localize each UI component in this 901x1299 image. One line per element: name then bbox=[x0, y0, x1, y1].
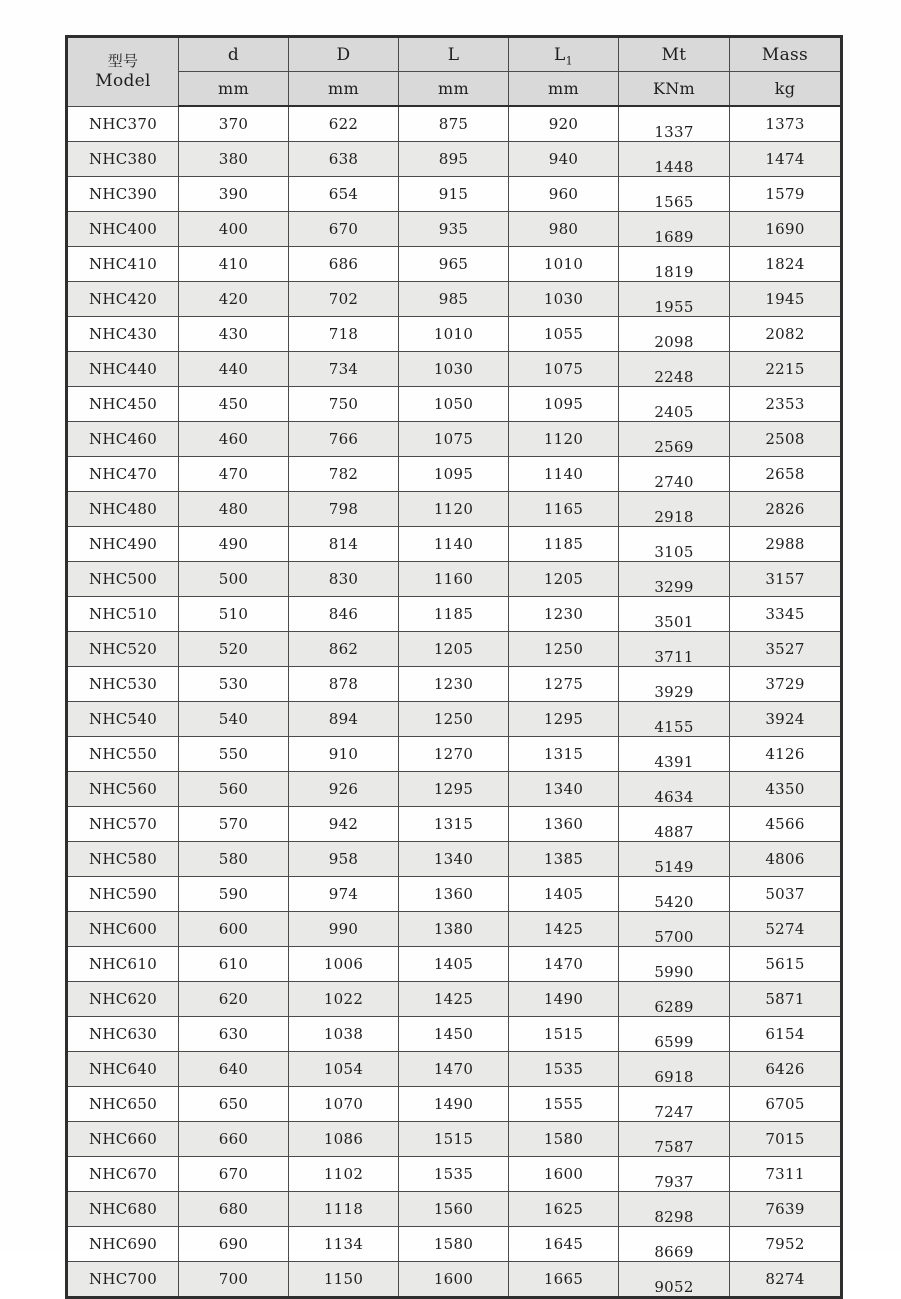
cell-Mt: 1565 bbox=[619, 177, 730, 212]
cell-D: 750 bbox=[289, 387, 399, 422]
cell-D: 894 bbox=[289, 702, 399, 737]
cell-Mass: 4566 bbox=[730, 807, 842, 842]
cell-L: 1515 bbox=[399, 1122, 509, 1157]
cell-D: 622 bbox=[289, 106, 399, 142]
cell-L1: 1030 bbox=[509, 282, 619, 317]
table-row bbox=[67, 702, 842, 737]
cell-L1: 1515 bbox=[509, 1017, 619, 1052]
cell-model: NHC620 bbox=[67, 982, 179, 1017]
cell-Mt: 3105 bbox=[619, 527, 730, 562]
cell-L1: 920 bbox=[509, 106, 619, 142]
cell-L1: 1580 bbox=[509, 1122, 619, 1157]
cell-Mt: 6289 bbox=[619, 982, 730, 1017]
header-col-L1 bbox=[509, 37, 619, 72]
cell-L: 1270 bbox=[399, 737, 509, 772]
cell-L1: 1425 bbox=[509, 912, 619, 947]
cell-D: 830 bbox=[289, 562, 399, 597]
cell-L: 1250 bbox=[399, 702, 509, 737]
cell-d: 700 bbox=[179, 1262, 289, 1298]
table-row bbox=[67, 106, 842, 142]
cell-Mass: 2988 bbox=[730, 527, 842, 562]
cell-D: 942 bbox=[289, 807, 399, 842]
table-row bbox=[67, 877, 842, 912]
table-row bbox=[67, 352, 842, 387]
cell-L1: 1075 bbox=[509, 352, 619, 387]
cell-model: NHC480 bbox=[67, 492, 179, 527]
cell-L: 935 bbox=[399, 212, 509, 247]
cell-L: 985 bbox=[399, 282, 509, 317]
cell-Mass: 2658 bbox=[730, 457, 842, 492]
cell-model: NHC550 bbox=[67, 737, 179, 772]
cell-L1: 1140 bbox=[509, 457, 619, 492]
table-row bbox=[67, 282, 842, 317]
cell-Mt: 3929 bbox=[619, 667, 730, 702]
cell-D: 654 bbox=[289, 177, 399, 212]
cell-D: 1086 bbox=[289, 1122, 399, 1157]
table-row bbox=[67, 1087, 842, 1122]
cell-Mt: 3299 bbox=[619, 562, 730, 597]
header-col-L-label: L bbox=[447, 44, 460, 65]
cell-d: 680 bbox=[179, 1192, 289, 1227]
cell-L: 1425 bbox=[399, 982, 509, 1017]
cell-model: NHC630 bbox=[67, 1017, 179, 1052]
cell-d: 420 bbox=[179, 282, 289, 317]
cell-model: NHC540 bbox=[67, 702, 179, 737]
cell-L1: 1405 bbox=[509, 877, 619, 912]
cell-L: 1050 bbox=[399, 387, 509, 422]
header-unit-d: mm bbox=[179, 72, 289, 107]
table-row bbox=[67, 597, 842, 632]
cell-L1: 1490 bbox=[509, 982, 619, 1017]
cell-D: 638 bbox=[289, 142, 399, 177]
cell-L1: 980 bbox=[509, 212, 619, 247]
table-row bbox=[67, 142, 842, 177]
cell-L1: 1095 bbox=[509, 387, 619, 422]
table-row bbox=[67, 667, 842, 702]
cell-Mass: 5274 bbox=[730, 912, 842, 947]
table-row bbox=[67, 737, 842, 772]
cell-L1: 1535 bbox=[509, 1052, 619, 1087]
cell-model: NHC490 bbox=[67, 527, 179, 562]
cell-model: NHC460 bbox=[67, 422, 179, 457]
cell-Mt: 3711 bbox=[619, 632, 730, 667]
table-row bbox=[67, 247, 842, 282]
cell-D: 974 bbox=[289, 877, 399, 912]
cell-D: 926 bbox=[289, 772, 399, 807]
cell-d: 670 bbox=[179, 1157, 289, 1192]
cell-L: 1450 bbox=[399, 1017, 509, 1052]
cell-D: 798 bbox=[289, 492, 399, 527]
table-row bbox=[67, 807, 842, 842]
cell-D: 1006 bbox=[289, 947, 399, 982]
table-body bbox=[67, 106, 842, 1298]
cell-d: 380 bbox=[179, 142, 289, 177]
table-row bbox=[67, 1017, 842, 1052]
header-col-L bbox=[399, 37, 509, 72]
cell-Mt: 4634 bbox=[619, 772, 730, 807]
cell-d: 400 bbox=[179, 212, 289, 247]
cell-L1: 1340 bbox=[509, 772, 619, 807]
cell-model: NHC660 bbox=[67, 1122, 179, 1157]
cell-Mt: 1337 bbox=[619, 106, 730, 142]
cell-d: 570 bbox=[179, 807, 289, 842]
header-unit-L: mm bbox=[399, 72, 509, 107]
cell-Mass: 5615 bbox=[730, 947, 842, 982]
cell-L: 1140 bbox=[399, 527, 509, 562]
cell-model: NHC470 bbox=[67, 457, 179, 492]
table-row bbox=[67, 1122, 842, 1157]
cell-L1: 1250 bbox=[509, 632, 619, 667]
cell-Mass: 2826 bbox=[730, 492, 842, 527]
cell-model: NHC410 bbox=[67, 247, 179, 282]
cell-Mt: 1955 bbox=[619, 282, 730, 317]
cell-d: 600 bbox=[179, 912, 289, 947]
cell-d: 490 bbox=[179, 527, 289, 562]
table-row bbox=[67, 317, 842, 352]
cell-d: 460 bbox=[179, 422, 289, 457]
cell-L: 1340 bbox=[399, 842, 509, 877]
header-unit-D: mm bbox=[289, 72, 399, 107]
cell-L: 1535 bbox=[399, 1157, 509, 1192]
cell-Mt: 7247 bbox=[619, 1087, 730, 1122]
cell-D: 734 bbox=[289, 352, 399, 387]
header-col-Mt-label: Mt bbox=[661, 44, 687, 65]
cell-D: 846 bbox=[289, 597, 399, 632]
cell-model: NHC510 bbox=[67, 597, 179, 632]
cell-Mass: 3729 bbox=[730, 667, 842, 702]
cell-Mass: 1373 bbox=[730, 106, 842, 142]
cell-L: 1230 bbox=[399, 667, 509, 702]
cell-Mass: 1945 bbox=[730, 282, 842, 317]
cell-L: 1010 bbox=[399, 317, 509, 352]
cell-Mass: 4350 bbox=[730, 772, 842, 807]
cell-model: NHC650 bbox=[67, 1087, 179, 1122]
cell-D: 670 bbox=[289, 212, 399, 247]
cell-model: NHC600 bbox=[67, 912, 179, 947]
cell-model: NHC370 bbox=[67, 106, 179, 142]
cell-Mass: 7952 bbox=[730, 1227, 842, 1262]
cell-model: NHC400 bbox=[67, 212, 179, 247]
cell-L: 1295 bbox=[399, 772, 509, 807]
cell-Mt: 2098 bbox=[619, 317, 730, 352]
cell-D: 878 bbox=[289, 667, 399, 702]
cell-Mt: 2569 bbox=[619, 422, 730, 457]
cell-L: 1580 bbox=[399, 1227, 509, 1262]
cell-Mass: 6426 bbox=[730, 1052, 842, 1087]
table-row bbox=[67, 947, 842, 982]
table-row bbox=[67, 457, 842, 492]
cell-d: 610 bbox=[179, 947, 289, 982]
cell-d: 500 bbox=[179, 562, 289, 597]
cell-Mt: 2405 bbox=[619, 387, 730, 422]
cell-d: 370 bbox=[179, 106, 289, 142]
cell-D: 1070 bbox=[289, 1087, 399, 1122]
cell-L: 1120 bbox=[399, 492, 509, 527]
cell-Mass: 1690 bbox=[730, 212, 842, 247]
cell-L1: 1275 bbox=[509, 667, 619, 702]
cell-L1: 1185 bbox=[509, 527, 619, 562]
cell-D: 1102 bbox=[289, 1157, 399, 1192]
cell-model: NHC560 bbox=[67, 772, 179, 807]
cell-Mass: 5871 bbox=[730, 982, 842, 1017]
cell-L1: 1205 bbox=[509, 562, 619, 597]
cell-model: NHC440 bbox=[67, 352, 179, 387]
cell-L: 1315 bbox=[399, 807, 509, 842]
cell-Mass: 2082 bbox=[730, 317, 842, 352]
cell-L: 1405 bbox=[399, 947, 509, 982]
cell-d: 640 bbox=[179, 1052, 289, 1087]
cell-Mt: 7937 bbox=[619, 1157, 730, 1192]
cell-Mass: 2508 bbox=[730, 422, 842, 457]
cell-d: 450 bbox=[179, 387, 289, 422]
cell-d: 660 bbox=[179, 1122, 289, 1157]
cell-L1: 1315 bbox=[509, 737, 619, 772]
cell-L: 1560 bbox=[399, 1192, 509, 1227]
cell-Mt: 4887 bbox=[619, 807, 730, 842]
cell-Mass: 3345 bbox=[730, 597, 842, 632]
cell-L1: 1555 bbox=[509, 1087, 619, 1122]
cell-Mass: 3527 bbox=[730, 632, 842, 667]
cell-Mt: 1689 bbox=[619, 212, 730, 247]
cell-L1: 1010 bbox=[509, 247, 619, 282]
cell-L1: 1120 bbox=[509, 422, 619, 457]
header-unit-Mt: KNm bbox=[619, 72, 730, 107]
cell-d: 650 bbox=[179, 1087, 289, 1122]
table-row bbox=[67, 632, 842, 667]
header-col-d-label: d bbox=[227, 44, 240, 65]
cell-Mass: 2353 bbox=[730, 387, 842, 422]
cell-L1: 1055 bbox=[509, 317, 619, 352]
cell-L: 965 bbox=[399, 247, 509, 282]
cell-model: NHC420 bbox=[67, 282, 179, 317]
cell-Mt: 6918 bbox=[619, 1052, 730, 1087]
cell-Mt: 2248 bbox=[619, 352, 730, 387]
cell-L: 1030 bbox=[399, 352, 509, 387]
cell-d: 620 bbox=[179, 982, 289, 1017]
cell-model: NHC590 bbox=[67, 877, 179, 912]
cell-d: 440 bbox=[179, 352, 289, 387]
cell-D: 702 bbox=[289, 282, 399, 317]
cell-model: NHC670 bbox=[67, 1157, 179, 1192]
cell-Mass: 3157 bbox=[730, 562, 842, 597]
cell-model: NHC570 bbox=[67, 807, 179, 842]
cell-d: 470 bbox=[179, 457, 289, 492]
cell-Mt: 4155 bbox=[619, 702, 730, 737]
cell-L1: 960 bbox=[509, 177, 619, 212]
table-row bbox=[67, 422, 842, 457]
header-model bbox=[67, 37, 179, 107]
cell-Mass: 2215 bbox=[730, 352, 842, 387]
cell-Mt: 6599 bbox=[619, 1017, 730, 1052]
cell-D: 1118 bbox=[289, 1192, 399, 1227]
cell-Mass: 5037 bbox=[730, 877, 842, 912]
table-row bbox=[67, 1192, 842, 1227]
cell-d: 510 bbox=[179, 597, 289, 632]
cell-D: 1038 bbox=[289, 1017, 399, 1052]
cell-d: 580 bbox=[179, 842, 289, 877]
header-col-L1-label: L bbox=[554, 44, 566, 65]
table-row bbox=[67, 562, 842, 597]
table-row bbox=[67, 177, 842, 212]
cell-d: 560 bbox=[179, 772, 289, 807]
cell-Mt: 5990 bbox=[619, 947, 730, 982]
header-row-labels bbox=[67, 37, 842, 72]
cell-model: NHC380 bbox=[67, 142, 179, 177]
cell-Mt: 8298 bbox=[619, 1192, 730, 1227]
cell-L1: 1600 bbox=[509, 1157, 619, 1192]
cell-model: NHC640 bbox=[67, 1052, 179, 1087]
table-row bbox=[67, 1052, 842, 1087]
cell-model: NHC450 bbox=[67, 387, 179, 422]
cell-Mt: 5420 bbox=[619, 877, 730, 912]
cell-model: NHC700 bbox=[67, 1262, 179, 1298]
table-row bbox=[67, 1157, 842, 1192]
cell-D: 1150 bbox=[289, 1262, 399, 1298]
cell-L: 1600 bbox=[399, 1262, 509, 1298]
cell-Mass: 7639 bbox=[730, 1192, 842, 1227]
header-col-D bbox=[289, 37, 399, 72]
cell-D: 814 bbox=[289, 527, 399, 562]
cell-d: 590 bbox=[179, 877, 289, 912]
cell-L: 1470 bbox=[399, 1052, 509, 1087]
spec-table bbox=[65, 35, 843, 1299]
cell-D: 958 bbox=[289, 842, 399, 877]
cell-D: 766 bbox=[289, 422, 399, 457]
cell-L: 1360 bbox=[399, 877, 509, 912]
cell-Mt: 7587 bbox=[619, 1122, 730, 1157]
cell-Mass: 7311 bbox=[730, 1157, 842, 1192]
table-row bbox=[67, 982, 842, 1017]
cell-d: 480 bbox=[179, 492, 289, 527]
table-row bbox=[67, 527, 842, 562]
cell-D: 782 bbox=[289, 457, 399, 492]
table-row bbox=[67, 912, 842, 947]
cell-d: 530 bbox=[179, 667, 289, 702]
cell-Mt: 2918 bbox=[619, 492, 730, 527]
cell-L1: 1625 bbox=[509, 1192, 619, 1227]
cell-L1: 1385 bbox=[509, 842, 619, 877]
cell-Mt: 5149 bbox=[619, 842, 730, 877]
cell-d: 430 bbox=[179, 317, 289, 352]
cell-model: NHC610 bbox=[67, 947, 179, 982]
header-unit-Mass: kg bbox=[730, 72, 842, 107]
cell-Mass: 1824 bbox=[730, 247, 842, 282]
cell-D: 910 bbox=[289, 737, 399, 772]
cell-model: NHC530 bbox=[67, 667, 179, 702]
cell-L1: 1295 bbox=[509, 702, 619, 737]
header-model-en: Model bbox=[95, 70, 151, 91]
cell-Mass: 6154 bbox=[730, 1017, 842, 1052]
cell-Mt: 1448 bbox=[619, 142, 730, 177]
cell-Mt: 3501 bbox=[619, 597, 730, 632]
cell-L: 1185 bbox=[399, 597, 509, 632]
cell-model: NHC390 bbox=[67, 177, 179, 212]
cell-Mt: 4391 bbox=[619, 737, 730, 772]
cell-Mass: 4806 bbox=[730, 842, 842, 877]
table-row bbox=[67, 1227, 842, 1262]
cell-model: NHC500 bbox=[67, 562, 179, 597]
cell-D: 1134 bbox=[289, 1227, 399, 1262]
table-row bbox=[67, 842, 842, 877]
cell-L1: 1470 bbox=[509, 947, 619, 982]
header-col-d bbox=[179, 37, 289, 72]
cell-Mass: 8274 bbox=[730, 1262, 842, 1298]
cell-D: 718 bbox=[289, 317, 399, 352]
cell-L1: 1165 bbox=[509, 492, 619, 527]
cell-L: 1490 bbox=[399, 1087, 509, 1122]
cell-L1: 1360 bbox=[509, 807, 619, 842]
header-col-Mass-label: Mass bbox=[761, 44, 809, 65]
table-row bbox=[67, 492, 842, 527]
table-row bbox=[67, 1262, 842, 1298]
header-row-units bbox=[67, 72, 842, 107]
header-unit-L1: mm bbox=[509, 72, 619, 107]
header-col-Mass bbox=[730, 37, 842, 72]
cell-L: 895 bbox=[399, 142, 509, 177]
cell-Mt: 1819 bbox=[619, 247, 730, 282]
cell-D: 1022 bbox=[289, 982, 399, 1017]
cell-L1: 1665 bbox=[509, 1262, 619, 1298]
cell-L: 875 bbox=[399, 106, 509, 142]
cell-d: 390 bbox=[179, 177, 289, 212]
cell-model: NHC680 bbox=[67, 1192, 179, 1227]
header-col-L1-sub: 1 bbox=[565, 53, 573, 67]
cell-L: 1205 bbox=[399, 632, 509, 667]
cell-L1: 1645 bbox=[509, 1227, 619, 1262]
cell-model: NHC580 bbox=[67, 842, 179, 877]
cell-L: 1160 bbox=[399, 562, 509, 597]
cell-Mass: 6705 bbox=[730, 1087, 842, 1122]
cell-Mass: 3924 bbox=[730, 702, 842, 737]
cell-D: 686 bbox=[289, 247, 399, 282]
table-row bbox=[67, 772, 842, 807]
cell-D: 862 bbox=[289, 632, 399, 667]
cell-model: NHC690 bbox=[67, 1227, 179, 1262]
cell-d: 690 bbox=[179, 1227, 289, 1262]
cell-L: 915 bbox=[399, 177, 509, 212]
cell-Mt: 8669 bbox=[619, 1227, 730, 1262]
cell-Mt: 5700 bbox=[619, 912, 730, 947]
cell-Mass: 4126 bbox=[730, 737, 842, 772]
cell-model: NHC430 bbox=[67, 317, 179, 352]
cell-L: 1095 bbox=[399, 457, 509, 492]
header-col-Mt bbox=[619, 37, 730, 72]
cell-Mt: 9052 bbox=[619, 1262, 730, 1298]
cell-L: 1075 bbox=[399, 422, 509, 457]
cell-L: 1380 bbox=[399, 912, 509, 947]
cell-D: 1054 bbox=[289, 1052, 399, 1087]
cell-Mt: 2740 bbox=[619, 457, 730, 492]
table-row bbox=[67, 387, 842, 422]
cell-L1: 940 bbox=[509, 142, 619, 177]
table-row bbox=[67, 212, 842, 247]
cell-d: 410 bbox=[179, 247, 289, 282]
cell-d: 550 bbox=[179, 737, 289, 772]
header-model-cn: 型号 bbox=[107, 51, 139, 70]
cell-model: NHC520 bbox=[67, 632, 179, 667]
cell-d: 520 bbox=[179, 632, 289, 667]
cell-d: 540 bbox=[179, 702, 289, 737]
header-col-D-label: D bbox=[336, 44, 351, 65]
cell-Mass: 7015 bbox=[730, 1122, 842, 1157]
cell-d: 630 bbox=[179, 1017, 289, 1052]
cell-L1: 1230 bbox=[509, 597, 619, 632]
cell-D: 990 bbox=[289, 912, 399, 947]
cell-Mass: 1474 bbox=[730, 142, 842, 177]
cell-Mass: 1579 bbox=[730, 177, 842, 212]
